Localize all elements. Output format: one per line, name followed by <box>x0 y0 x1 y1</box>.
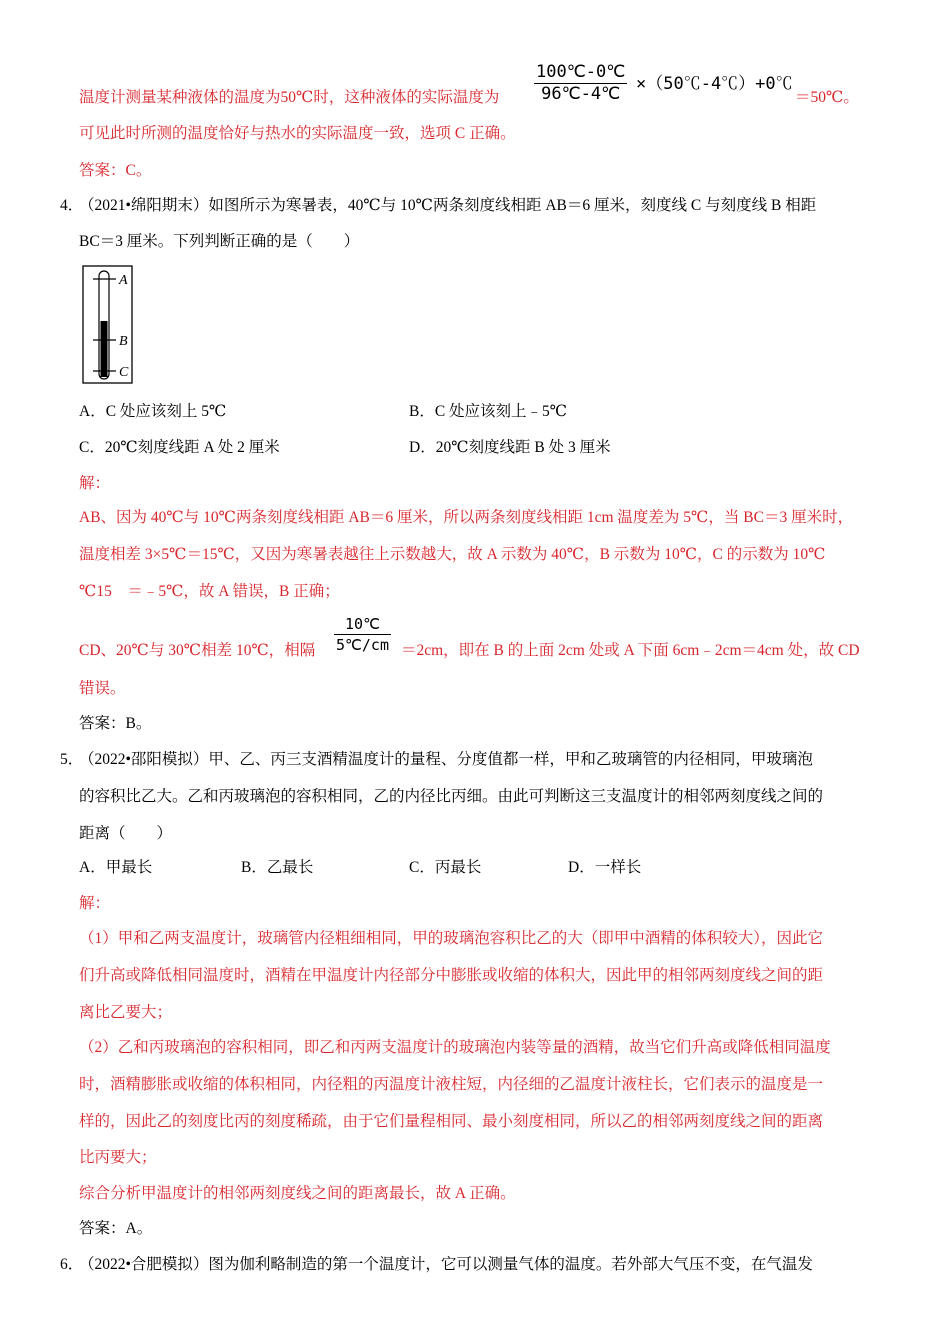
q4-solution-line3: ℃15 ＝﹣5℃，故 A 错误，B 正确； <box>79 583 340 600</box>
q4-solution-line4-after: ＝2cm，即在 B 的上面 2cm 处或 A 下面 6cm﹣2cm＝4cm 处，故 CD <box>401 642 860 659</box>
q5-solution-line3: 离比乙要大； <box>79 1004 173 1021</box>
q4-fraction-numerator: 10℃ <box>334 614 391 635</box>
q4-option-a[interactable]: A．C 处应该刻上 5℃ <box>79 403 227 420</box>
q5-stem-line1: （2022•邵阳模拟）甲、乙、丙三支酒精温度计的量程、分度值都一样，甲和乙玻璃管的内径相同，甲玻璃泡 <box>79 751 813 768</box>
q5-option-a[interactable]: A．甲最长 <box>79 859 153 876</box>
q5-solution-label: 解： <box>79 895 111 912</box>
figure-label-a: A <box>119 273 128 288</box>
q4-fraction-denominator: 5℃/cm <box>336 636 389 654</box>
q5-stem-line3: 距离（ ） <box>79 825 173 842</box>
q5-stem-line2: 的容积比乙大。乙和丙玻璃泡的容积相同，乙的内径比丙细。由此可判断这三支温度计的相邻两刻度线之间的 <box>79 788 824 805</box>
q5-number: 5． <box>60 751 84 768</box>
q4-solution-line4-before: CD、20℃与 30℃相差 10℃，相隔 <box>79 642 316 659</box>
prev-solution-line1-after: ＝50℃。 <box>795 89 859 106</box>
q5-answer: 答案：A。 <box>79 1220 153 1237</box>
formula-numerator: 100℃-0℃ <box>536 62 626 82</box>
figure-label-b: B <box>119 334 128 349</box>
q5-option-b[interactable]: B．乙最长 <box>241 859 314 876</box>
q5-solution-line6: 样的，因此乙的刻度比丙的刻度稀疏，由于它们量程相同、最小刻度相同，所以乙的相邻两刻度线之间的距离 <box>79 1113 824 1130</box>
formula-fraction <box>534 62 627 105</box>
q5-solution-line4: （2）乙和丙玻璃泡的容积相同，即乙和丙两支温度计的玻璃泡内装等量的酒精，故当它们升高或降低相同温度 <box>79 1039 831 1056</box>
q4-solution-line1: AB、因为 40℃与 10℃两条刻度线相距 AB＝6 厘米，所以两条刻度线相距 1cm 温度差为 5℃，当 BC＝3 厘米时， <box>79 509 854 526</box>
q5-solution-line8: 综合分析甲温度计的相邻两刻度线之间的距离最长，故 A 正确。 <box>79 1185 516 1202</box>
q4-option-d[interactable]: D．20℃刻度线距 B 处 3 厘米 <box>409 439 611 456</box>
figure-label-c: C <box>119 365 129 380</box>
formula-denominator: 96℃-4℃ <box>541 84 621 104</box>
prev-solution-line2: 可见此时所测的温度恰好与热水的实际温度一致，选项 C 正确。 <box>79 125 516 142</box>
q4-option-b[interactable]: B．C 处应该刻上﹣5℃ <box>409 403 568 420</box>
q5-solution-line2: 们升高或降低相同温度时，酒精在甲温度计内径部分中膨胀或收缩的体积大，因此甲的相邻两刻度线之间的距 <box>79 967 824 984</box>
q4-solution-line2: 温度相差 3×5℃＝15℃，又因为寒暑表越往上示数越大，故 A 示数为 40℃，B 示数为 10℃，C 的示数为 10℃ <box>79 546 826 563</box>
q5-option-d[interactable]: D．一样长 <box>568 859 642 876</box>
q6-number: 6． <box>60 1256 84 1273</box>
prev-solution-line1-before: 温度计测量某种液体的温度为50℃时，这种液体的实际温度为 <box>79 89 500 106</box>
q4-option-c[interactable]: C．20℃刻度线距 A 处 2 厘米 <box>79 439 280 456</box>
q4-number: 4． <box>60 197 84 214</box>
q4-solution-line5: 错误。 <box>79 680 126 697</box>
q5-solution-line7: 比丙要大； <box>79 1149 157 1166</box>
q5-solution-line1: （1）甲和乙两支温度计，玻璃管内径粗细相同，甲的玻璃泡容积比乙的大（即甲中酒精的体积较大），因此它 <box>79 930 824 947</box>
q4-stem-line1: （2021•绵阳期末）如图所示为寒暑表，40℃与 10℃两条刻度线相距 AB＝6 厘米，刻度线 C 与刻度线 B 相距 <box>79 197 817 214</box>
formula-rest: ×（50℃-4℃）+0℃ <box>636 74 793 94</box>
q4-fraction <box>334 614 391 655</box>
q4-answer: 答案：B。 <box>79 715 152 732</box>
prev-solution-answer: 答案：C。 <box>79 162 152 179</box>
q6-stem-line1: （2022•合肥模拟）图为伽利略制造的第一个温度计，它可以测量气体的温度。若外部大气压不变，在气温发 <box>79 1256 813 1273</box>
q4-stem-line2: BC＝3 厘米。下列判断正确的是（ ） <box>79 233 360 250</box>
thermometer-figure <box>82 265 134 385</box>
q4-solution-label: 解： <box>79 475 111 492</box>
q5-option-c[interactable]: C．丙最长 <box>409 859 482 876</box>
q5-solution-line5: 时，酒精膨胀或收缩的体积相同，内径粗的丙温度计液柱短，内径细的乙温度计液柱长，它们表示的温度是一 <box>79 1076 824 1093</box>
